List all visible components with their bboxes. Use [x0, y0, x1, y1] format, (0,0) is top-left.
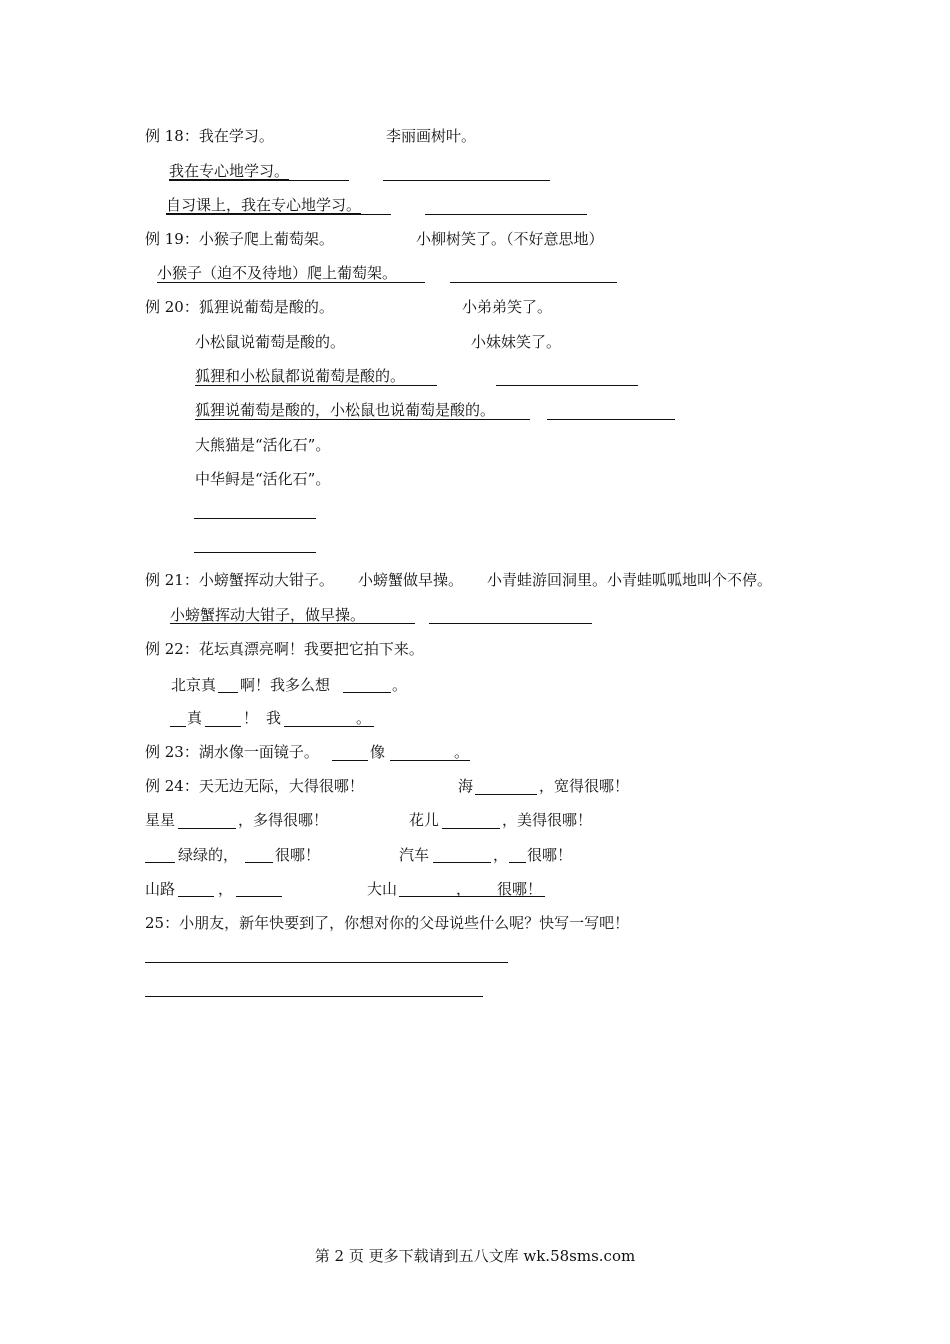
ex22-blank-3[interactable]: [170, 726, 186, 727]
ex19-question-1: 例 19：小猴子爬上葡萄架。: [145, 230, 334, 248]
ex24-hua-end: ，美得很哪！: [502, 811, 593, 829]
ex24-blank-lv-2[interactable]: [245, 862, 273, 863]
ex24-shan-mid: ，: [218, 880, 234, 898]
ex18-blank-1[interactable]: [383, 180, 550, 181]
ex24-che-mid: ，: [493, 846, 509, 864]
ex21-answer-1-line: [170, 623, 415, 624]
ex24-dashan-mid: ，: [456, 880, 472, 898]
ex18-answer-1: 我在专心地学习。: [169, 162, 290, 180]
ex21-blank-1[interactable]: [429, 623, 592, 624]
ex22-blank-1[interactable]: [218, 692, 238, 693]
ex24-dashan-end: 很哪！: [497, 880, 543, 898]
ex24-blank-hai[interactable]: [475, 794, 537, 795]
ex24-blank-che-2[interactable]: [509, 862, 526, 863]
ex20-question-6: 中华鲟是“活化石”。: [195, 470, 331, 488]
ex19-answer-1: 小猴子（迫不及待地）爬上葡萄架。: [157, 264, 398, 282]
ex23-fill-end: 。: [454, 743, 470, 761]
ex22-fill-1-end: 。: [392, 676, 408, 694]
ex22-fill-2-end: 。: [356, 709, 372, 727]
ex20-answer-1: 狐狸和小松鼠都说葡萄是酸的。: [195, 367, 406, 385]
ex18-answer-2: 自习课上，我在专心地学习。: [166, 196, 362, 214]
page-footer: 第 2 页 更多下载请到五八文库 wk.58sms.com: [314, 1247, 636, 1265]
ex20-answer-2: 狐狸说葡萄是酸的，小松鼠也说葡萄是酸的。: [195, 401, 496, 419]
ex24-che: 汽车: [399, 846, 430, 864]
ex22-fill-2-a: 真: [187, 709, 203, 727]
ex23-blank-1[interactable]: [332, 760, 368, 761]
ex20-question-4: 小妹妹笑了。: [471, 333, 562, 351]
ex18-blank-2[interactable]: [425, 214, 587, 215]
ex18-answer-2-line: [166, 214, 391, 215]
ex21-question-2: 小螃蟹做早操。: [358, 571, 464, 589]
ex22-blank-2[interactable]: [343, 692, 391, 693]
ex22-fill-1-start: 北京真: [171, 676, 217, 694]
q25-prompt: 25：小朋友，新年快要到了，你想对你的父母说些什么呢？快写一写吧！: [145, 914, 630, 932]
ex20-question-1: 例 20：狐狸说葡萄是酸的。: [145, 298, 334, 316]
ex22-question-1: 例 22：花坛真漂亮啊！我要把它拍下来。: [145, 640, 424, 658]
ex24-hua: 花儿: [409, 811, 440, 829]
ex20-question-3: 小松鼠说葡萄是酸的。: [195, 333, 346, 351]
ex24-dashan: 大山: [367, 880, 398, 898]
ex19-answer-1-line: [157, 282, 425, 283]
ex21-question-3: 小青蛙游回洞里。小青蛙呱呱地叫个不停。: [487, 571, 773, 589]
ex18-answer-1-line: [169, 180, 349, 181]
ex22-blank-4[interactable]: [205, 726, 241, 727]
ex19-question-2: 小柳树笑了。（不好意思地）: [416, 230, 604, 248]
ex24-hai-end: ，宽得很哪！: [539, 777, 630, 795]
ex24-blank-shan-2[interactable]: [236, 896, 282, 897]
ex22-fill-2-c: 我: [266, 709, 282, 727]
ex23-question-1: 例 23：湖水像一面镜子。: [145, 743, 319, 761]
ex24-blank-lv-1[interactable]: [145, 862, 175, 863]
q25-writing-line-1[interactable]: [145, 962, 508, 963]
ex22-fill-1-mid: 啊！我多么想: [240, 676, 331, 694]
ex18-question-2: 李丽画树叶。: [386, 127, 477, 145]
ex24-blank-shan-1[interactable]: [178, 896, 214, 897]
ex20-blank-1[interactable]: [496, 385, 638, 386]
ex20-question-5: 大熊猫是“活化石”。: [195, 436, 331, 454]
ex21-answer-1: 小螃蟹挥动大钳子，做早操。: [170, 606, 366, 624]
q25-writing-line-2[interactable]: [145, 996, 483, 997]
ex24-xing-end: ，多得很哪！: [238, 811, 329, 829]
ex18-question-1: 例 18：我在学习。: [145, 127, 274, 145]
ex22-fill-2-b: ！: [243, 709, 259, 727]
ex20-blank-3[interactable]: [194, 518, 316, 519]
ex20-blank-2[interactable]: [547, 419, 675, 420]
ex24-blank-che-1[interactable]: [433, 862, 491, 863]
ex23-fill-1: 像: [370, 743, 386, 761]
ex24-che-end: 很哪！: [527, 846, 573, 864]
ex20-answer-1-line: [195, 385, 437, 386]
ex24-shan: 山路: [145, 880, 176, 898]
ex24-lv: 绿绿的，: [178, 846, 239, 864]
ex24-xing: 星星: [145, 811, 176, 829]
ex21-question-1: 例 21：小螃蟹挥动大钳子。: [145, 571, 334, 589]
ex24-question-1: 例 24：天无边无际，大得很哪！: [145, 777, 364, 795]
ex20-answer-2-line: [195, 419, 530, 420]
ex24-blank-hua[interactable]: [442, 828, 500, 829]
ex24-lv-end: 很哪！: [275, 846, 321, 864]
ex19-blank-1[interactable]: [450, 282, 617, 283]
ex24-hai: 海: [458, 777, 474, 795]
ex20-question-2: 小弟弟笑了。: [462, 298, 553, 316]
ex24-blank-xing[interactable]: [178, 828, 236, 829]
ex20-blank-4[interactable]: [194, 552, 316, 553]
